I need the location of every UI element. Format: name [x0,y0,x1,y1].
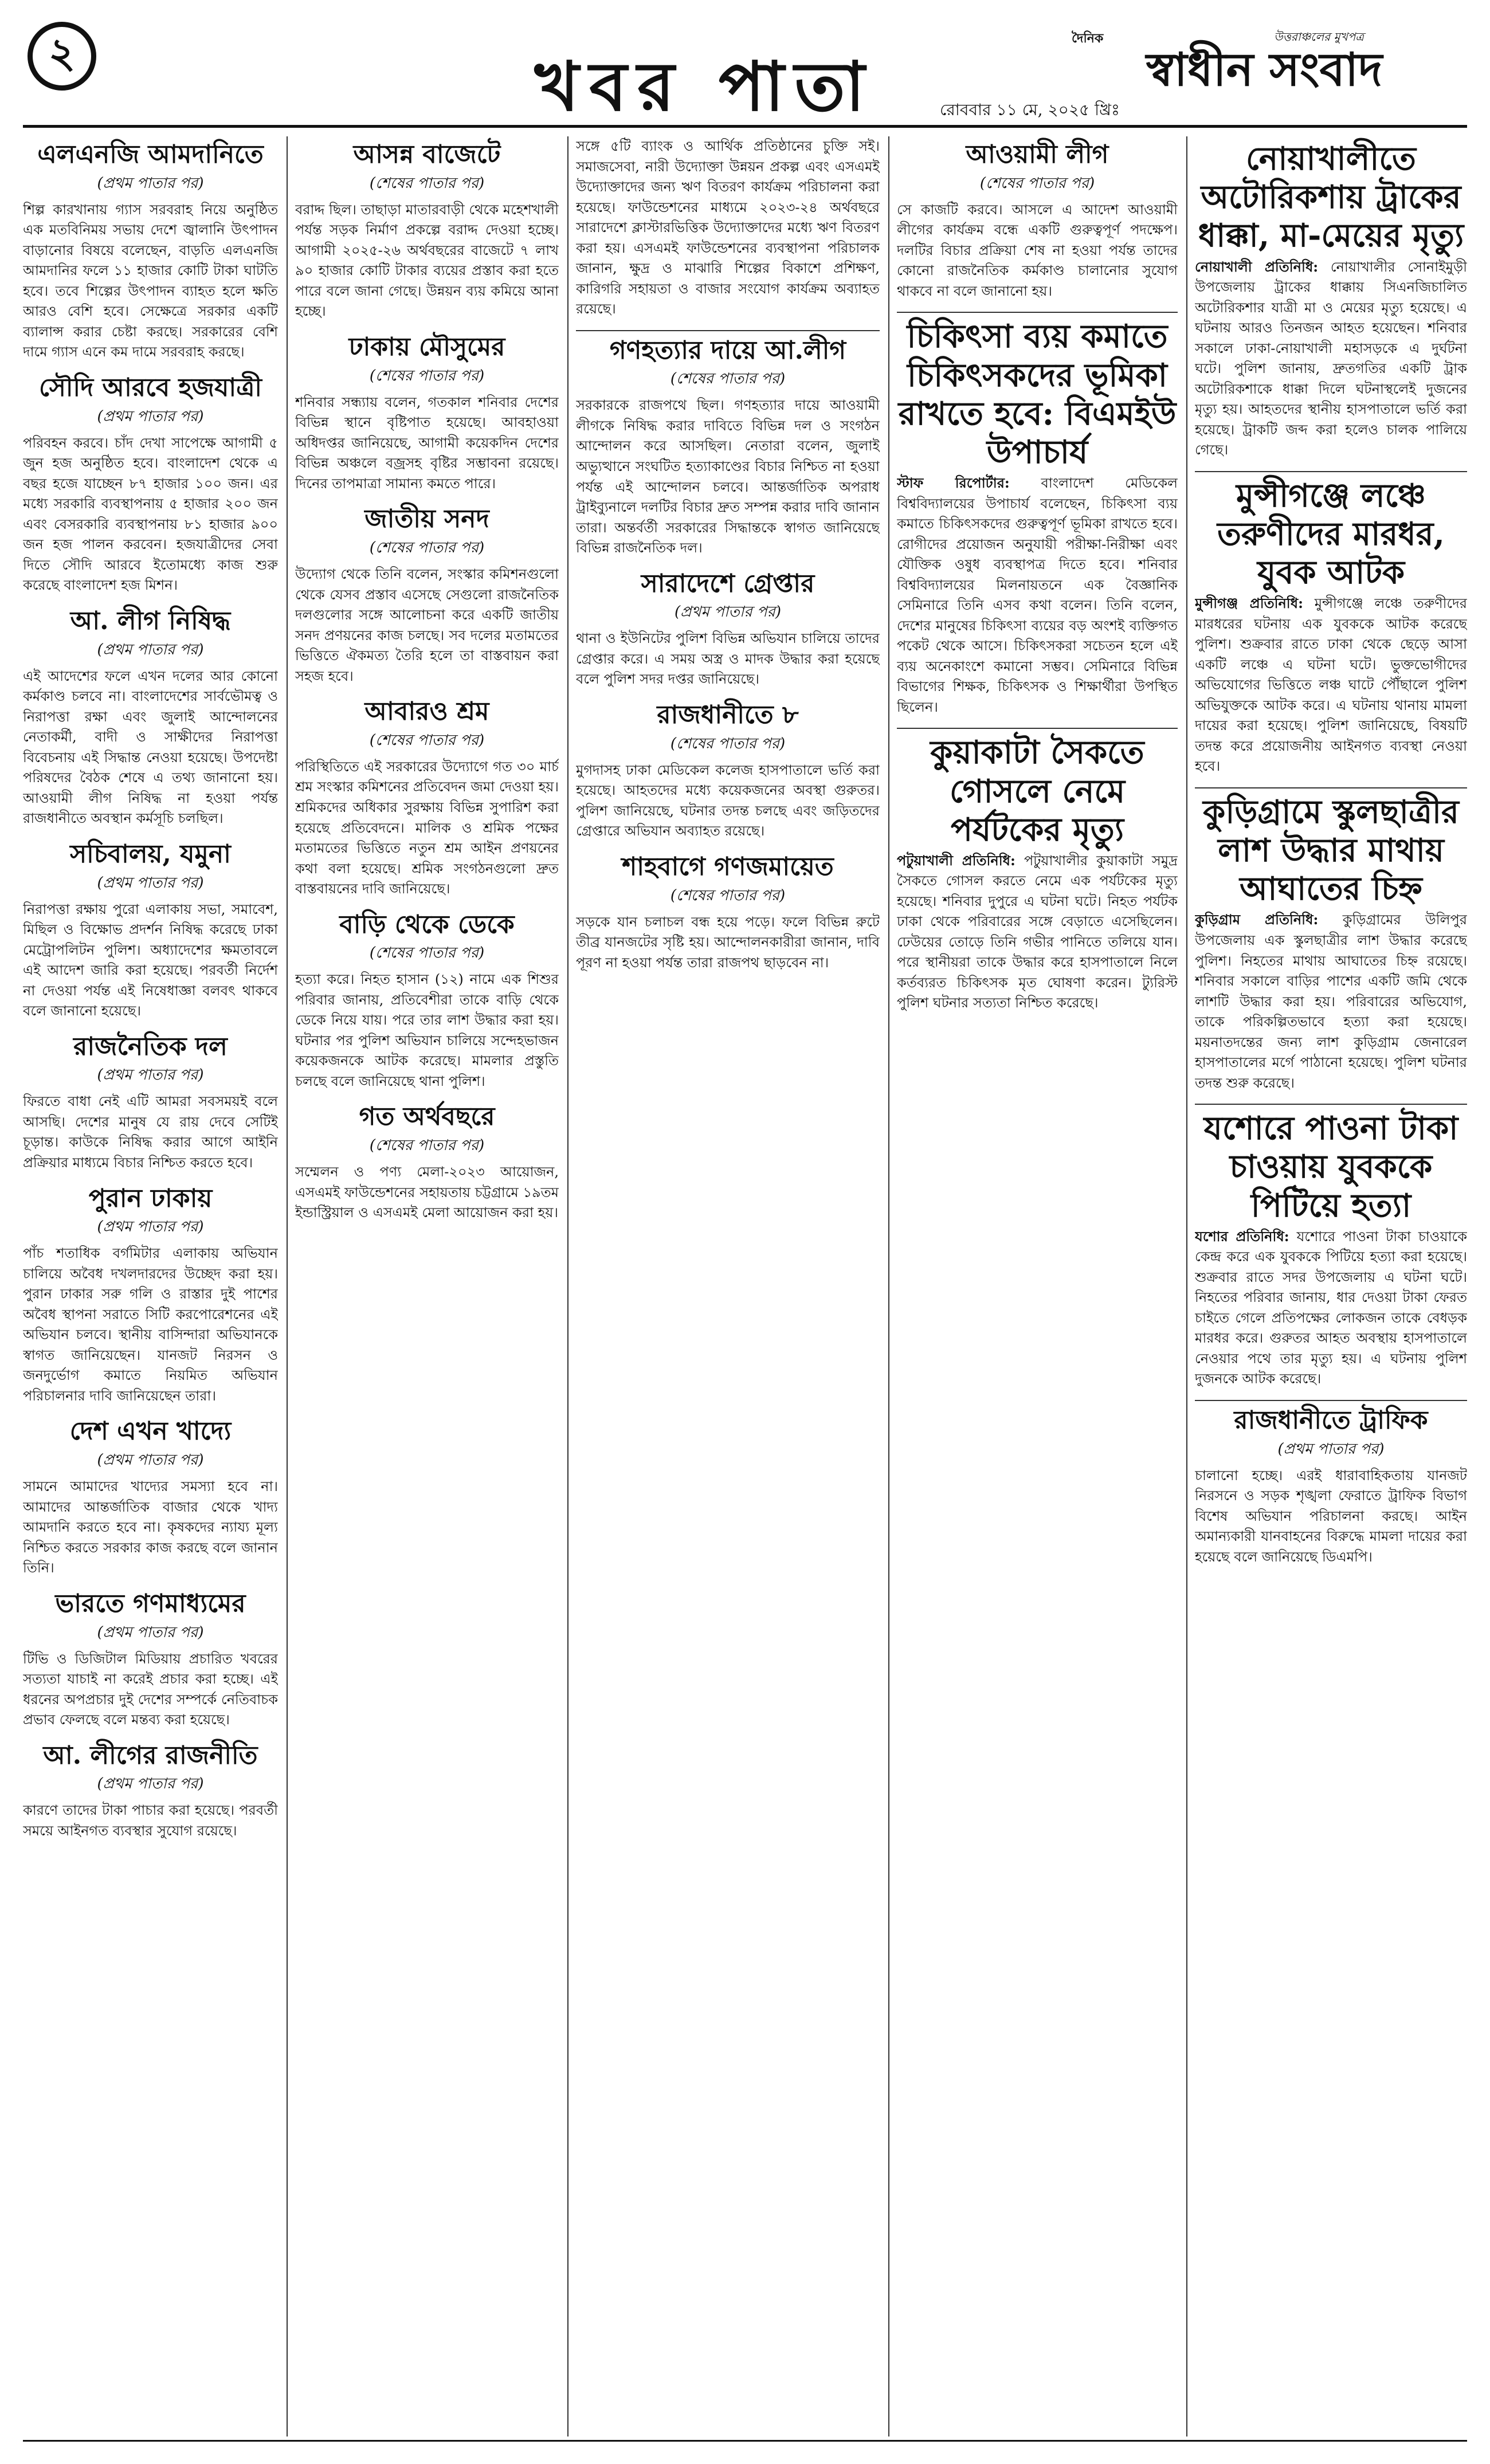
article-body: মুন্সীগঞ্জে লঞ্চে তরুণীদের মারধরের ঘটনায় এক যুবককে আটক করেছে পুলিশ। শুক্রবার রাতে ঢাকা থেকে ছেড়ে আসা একটি লঞ্চে এ ঘটনা ঘটে। ভুক্তভোগীদের অভিযোগের ভিত্তিতে লঞ্চ ঘাটে পৌঁছালে পুলিশ অভিযুক্তকে আটক করে। এ ঘটনায় থানায় মামলা দায়ের করা হয়েছে। পুলিশ জানিয়েছে, বিষয়টি তদন্ত করে প্রয়োজনীয় আইনগত ব্যবস্থা নেওয়া হবে। [1195,595,1467,775]
headline: কুড়িগ্রামে স্কুলছাত্রীর লাশ উদ্ধার মাথায় আঘাতের চিহ্ন [1203,792,1459,908]
article-dhaka-season [295,332,559,494]
headline: যশোরে পাওনা টাকা চাওয়ায় যুবককে পিটিয়ে হত্যা [1203,1109,1458,1225]
masthead-daily-label: দৈনিক [1072,31,1104,46]
headline: গণহত্যার দায়ে আ.লীগ [609,335,846,365]
article-home [295,910,559,1092]
article-body: যশোরে পাওনা টাকা চাওয়াকে কেন্দ্র করে এক যুবককে পিটিয়ে হত্যা করা হয়েছে। শুক্রবার রাতে সদর উপজেলায় এ ঘটনা ঘটে। নিহতের পরিবার জানায়, ধার দেওয়া টাকা ফেরত চাইতে গেলে প্রতিপক্ষের লোকজন তাকে বেধড়ক মারধর করে। গুরুতর আহত অবস্থায় হাসপাতালে নেওয়ার পথে তার মৃত্যু হয়। এ ঘটনায় পুলিশ দুজনকে আটক করেছে। [1195,1228,1467,1387]
headline: আ. লীগ নিষিদ্ধ [70,606,231,635]
header-rule [23,125,1467,128]
article-body: বাংলাদেশ মেডিকেল বিশ্ববিদ্যালয়ের উপাচার্য বলেছেন, চিকিৎসা ব্যয় কমাতে চিকিৎসকদের গুরুত্বপূর্ণ ভূমিকা রাখতে হবে। রোগীদের প্রয়োজন অনুযায়ী পরীক্ষা-নিরীক্ষা এবং যৌক্তিক ওষুধ ব্যবস্থাপত্র দিতে হবে। শনিবার বিশ্ববিদ্যালয়ের মিলনায়তনে এক বৈজ্ঞানিক সেমিনারে তিনি এসব কথা বলেন। তিনি বলেন, দেশের মানুষের চিকিৎসা ব্যয়ের বড় অংশই ব্যক্তিগত পকেট থেকে আসে। চিকিৎসকরা সচেতন হলে এই ব্যয় অনেকাংশে কমানো সম্ভব। সেমিনারে বিভিন্ন বিভাগের শিক্ষক, চিকিৎসক ও শিক্ষার্থীরা উপস্থিত ছিলেন। [897,475,1178,715]
byline: পটুয়াখালী প্রতিনিধি: [897,852,1015,869]
column-1 [23,136,278,2436]
article-body: শিল্প কারখানায় গ্যাস সরবরাহ নিয়ে অনুষ্ঠিত এক মতবিনিময় সভায় দেশে জ্বালানি উৎপাদন বাড়ানোর বিষয়ে বলেছেন, বাড়তি এলএনজি আমদানির ফলে ১১ হাজার কোটি টাকা ঘাটতি হবে। তবে শিল্পের উৎপাদন ব্যাহত হলে ক্ষতি আরও বেশি হবে। সেক্ষেত্রে সরকার একটি ব্যালান্স করার চেষ্টা করছে। সরকারের বেশি দামে গ্যাস এনে কম দামে সরবরাহ করছে। [23,201,278,360]
continuation-note: (শেষের পাতার পর) [369,731,485,749]
article-traffic [1195,1406,1467,1567]
column-separator [287,136,288,2436]
article-body: মুগদাসহ ঢাকা মেডিকেল কলেজ হাসপাতালে ভর্তি করা হয়েছে। আহতদের মধ্যে কয়েকজনের অবস্থা গুরুতর। পুলিশ জানিয়েছে, ঘটনার তদন্ত চলছে এবং জড়িতদের গ্রেপ্তারে অভিযান অব্যাহত রয়েছে। [576,762,880,839]
headline: আবারও শ্রম [364,697,489,727]
continuation-note: (প্রথম পাতার পর) [97,174,204,192]
article-saudi [23,373,278,596]
continuation-note: (প্রথম পাতার পর) [675,603,781,621]
article-body: ফিরতে বাধা নেই এটি আমরা সবসময়ই বলে আসছি। দেশের মানুষ যে রায় দেবে সেটিই চূড়ান্ত। কাউকে নিষিদ্ধ করার আগে আইনি প্রক্রিয়ার মাধ্যমে বিচার নিশ্চিত করতে হবে। [23,1093,278,1171]
article-body: পরিবহন করবে। চাঁদ দেখা সাপেক্ষে আগামী ৫ জুন হজ অনুষ্ঠিত হবে। বাংলাদেশ থেকে এ বছর হজে যাচ্ছেন ৮৭ হাজার ১০০ জন। এর মধ্যে সরকারি ব্যবস্থাপনায় ৫ হাজার ২০০ জন এবং বেসরকারি ব্যবস্থাপনায় ৮১ হাজার ৯০০ জন হজ পালন করবেন। হজযাত্রীদের সেবা দিতে সৌদি আরবে ইতোমধ্যে কাজ শুরু করেছে বাংলাদেশ হজ মিশন। [23,434,278,594]
article-al-politics [23,1741,278,1842]
article-democracy [576,336,880,559]
article-body: পটুয়াখালীর কুয়াকাটা সমুদ্র সৈকতে গোসল করতে নেমে এক পর্যটকের মৃত্যু হয়েছে। শনিবার দুপুরে এ ঘটনা ঘটে। নিহত পর্যটক ঢাকা থেকে পরিবারের সঙ্গে বেড়াতে এসেছিলেন। ঢেউয়ের তোড়ে তিনি গভীর পানিতে তলিয়ে যান। পরে স্থানীয়রা তাকে উদ্ধার করে হাসপাতালে নিলে কর্তব্যরত চিকিৎসক মৃত ঘোষণা করেন। ট্যুরিস্ট পুলিশ ঘটনার সত্যতা নিশ্চিত করেছে। [897,852,1178,1011]
masthead-tagline: উত্তরাঞ্চলের মুখপত্র [1274,30,1364,44]
column-separator [1186,136,1187,2436]
continuation-note: (শেষের পাতার পর) [670,370,786,388]
article-arrest [576,569,880,690]
article-body: সড়কে যান চলাচল বন্ধ হয়ে পড়ে। ফলে বিভিন্ন রুটে তীব্র যানজটের সৃষ্টি হয়। আন্দোলনকারীরা জানান, দাবি পূরণ না হওয়া পর্যন্ত তারা রাজপথ ছাড়বেন না। [576,913,880,971]
article-body: চালানো হচ্ছে। এরই ধারাবাহিকতায় যানজট নিরসনে ও সড়ক শৃঙ্খলা ফেরাতে ট্রাফিক বিভাগ বিশেষ অভিযান পরিচালনা করছে। আইন অমান্যকারী যানবাহনের বিরুদ্ধে মামলা দায়ের করা হয়েছে বলে জানিয়েছে ডিএমপি। [1195,1467,1467,1565]
headline: ঢাকায় মৌসুমের [348,332,505,362]
headline: শাহবাগে গণজমায়েত [622,852,834,881]
headline: আওয়ামী লীগ [966,140,1109,169]
headline: পুরান ঢাকায় [88,1183,213,1213]
byline: যশোর প্রতিনিধি: [1195,1227,1289,1245]
headline: আ. লীগের রাজনীতি [43,1740,258,1770]
article-budget [295,140,559,322]
continuation-note: (শেষের পাতার পর) [670,735,786,752]
article-lng [23,140,278,363]
continuation-note: (শেষের পাতার পর) [369,539,485,557]
article-body: হত্যা করে। নিহত হাসান (১২) নামে এক শিশুর পরিবার জানায়, প্রতিবেশীরা তাকে বাড়ি থেকে ডেকে নিয়ে যায়। পরে তার লাশ উদ্ধার করা হয়। ঘটনার পর পুলিশ অভিযান চালিয়ে সন্দেহভাজন কয়েকজনকে আটক করেছে। মামলার প্রস্তুতি চলছে বলে জানিয়েছে থানা পুলিশ। [295,971,559,1089]
continuation-note: (প্রথম পাতার পর) [97,1623,204,1641]
page-number-badge: ২ [28,22,96,91]
divider [1195,787,1467,788]
divider [1195,1104,1467,1105]
article-body: নিরাপত্তা রক্ষায় পুরো এলাকায় সভা, সমাবেশ, মিছিল ও বিক্ষোভ প্রদর্শন নিষিদ্ধ করেছে ঢাকা মেট্রোপলিটন পুলিশ। অধ্যাদেশের ক্ষমতাবলে এই আদেশ জারি করা হয়েছে। পরবর্তী নির্দেশ না দেওয়া পর্যন্ত এই নিষেধাজ্ঞা বলবৎ থাকবে বলে জানানো হয়েছে। [23,901,278,1019]
continuation-note: (শেষের পাতার পর) [369,1137,485,1155]
headline: নোয়াখালীতে অটোরিকশায় ট্রাকের ধাক্কা, মা-মেয়ের মৃত্যু [1198,140,1464,255]
column-3 [576,136,880,2436]
article-body: এই আদেশের ফলে এখন দলের আর কোনো কর্মকাণ্ড চলবে না। বাংলাদেশের সার্বভৌমত্ব ও নিরাপত্তা রক্ষা এবং জুলাই আন্দোলনের নেতাকর্মী, বাদী ও সাক্ষীদের নিরাপত্তা বিবেচনায় এই সিদ্ধান্ত নেওয়া হয়েছে। উপদেষ্টা পরিষদের বৈঠক শেষে এ তথ্য জানানো হয়। আওয়ামী লীগ নিষিদ্ধ না হওয়া পর্যন্ত রাজধানীতে অবস্থান কর্মসূচি চলছিল। [23,668,278,827]
column-separator [888,136,889,2436]
article-body: কারণে তাদের টাকা পাচার করা হয়েছে। পরবর্তী সময়ে আইনগত ব্যবস্থার সুযোগ রয়েছে। [23,1802,278,1839]
article-shahbag [576,852,880,973]
column-separator [567,136,568,2436]
article-noakhali [1195,140,1467,461]
divider [897,312,1178,313]
article-body: সঙ্গে ৫টি ব্যাংক ও আর্থিক প্রতিষ্ঠানের চুক্তি সই। সমাজসেবা, নারী উদ্যোক্তা উন্নয়ন প্রকল্প এবং এসএমই উদ্যোক্তাদের জন্য ঋণ বিতরণ কার্যক্রম পরিচালনা করা হয়েছে। ফাউন্ডেশনের মাধ্যমে ২০২৩-২৪ অর্থবছরে সারাদেশে ক্লাস্টারভিত্তিক উদ্যোক্তাদের মধ্যে ঋণ বিতরণ করা হয়। এসএমই ফাউন্ডেশনের ব্যবস্থাপনা পরিচালক জানান, ক্ষুদ্র ও মাঝারি শিল্পের বিকাশে প্রশিক্ষণ, কারিগরি সহায়তা ও বাজার সংযোগ কার্যক্রম অব্যাহত রয়েছে। [576,138,880,317]
headline: রাজধানীতে ৮ [657,700,799,729]
article-politics [23,1032,278,1174]
headline: আসন্ন বাজেটে [353,140,501,169]
headline: সারাদেশে গ্রেপ্তার [641,568,815,598]
column-4 [897,136,1178,2436]
byline: স্টাফ রিপোর্টার: [897,474,1010,492]
continuation-note: (প্রথম পাতার পর) [97,874,204,892]
article-secretariat [23,839,278,1022]
continuation-note: (প্রথম পাতার পর) [1277,1440,1385,1458]
headline: জাতীয় সনদ [364,504,489,534]
headline: এলএনজি আমদানিতে [37,140,264,169]
headline: রাজনৈতিক দল [73,1031,228,1061]
byline: মুন্সীগঞ্জ প্রতিনিধি: [1195,595,1303,612]
article-bsmmu [897,317,1178,717]
divider [1195,1400,1467,1401]
continuation-note: (শেষের পাতার পর) [369,944,485,962]
headline: কুয়াকাটা সৈকতে গোসলে নেমে পর্যটকের মৃত্যু [930,733,1144,849]
article-body: সরকারকে রাজপথে ছিল। গণহত্যার দায়ে আওয়ামী লীগকে নিষিদ্ধ করার দাবিতে বিভিন্ন দল ও সংগঠন আন্দোলন করে আসছিল। নেতারা বলেন, জুলাই অভ্যুত্থানে সংঘটিত হত্যাকাণ্ডের বিচার নিশ্চিত না হওয়া পর্যন্ত এই আন্দোলন চলবে। আন্তর্জাতিক অপরাধ ট্রাইব্যুনালে দলটির বিচার দ্রুত সম্পন্ন করার দাবি জানান তারা। অন্তর্বর্তী সরকারের সিদ্ধান্তকে স্বাগত জানিয়েছে বিভিন্ন রাজনৈতিক দল। [576,397,880,556]
article-jessore [1195,1109,1467,1390]
byline: নোয়াখালী প্রতিনিধি: [1195,258,1319,275]
continuation-note: (প্রথম পাতার পর) [97,1066,204,1084]
article-body: সম্মেলন ও পণ্য মেলা-২০২৩ আয়োজন, এসএমই ফাউন্ডেশনের সহায়তায় চট্টগ্রামে ১৯তম ইন্ডাস্ট্রিয়াল ও এসএমই মেলা আয়োজন করা হয়। [295,1164,559,1221]
continuation-note: (শেষের পাতার পর) [369,174,485,192]
article-body: সামনে আমাদের খাদ্যের সমস্যা হবে না। আমাদের আন্তর্জাতিক বাজার থেকে খাদ্য আমদানি করতে হবে না। কৃষকদের ন্যায্য মূল্য নিশ্চিত করতে সরকার কাজ করছে বলে জানান তিনি। [23,1478,278,1576]
article-body: বরাদ্দ ছিল। তাছাড়া মাতারবাড়ী থেকে মহেশখালী পর্যন্ত সড়ক নির্মাণ প্রকল্পে বরাদ্দ দেওয়া হচ্ছে। আগামী ২০২৫-২৬ অর্থবছরের বাজেটে ৭ লাখ ৯০ হাজার কোটি টাকার ব্যয়ের প্রস্তাব করা হতে পারে বলে জানা গেছে। উন্নয়ন ব্যয় কমিয়ে আনা হচ্ছে। [295,201,559,320]
article-al-ban [23,606,278,829]
continuation-note: (প্রথম পাতার পর) [97,1451,204,1469]
article-body: সে কাজটি করবে। আসলে এ আদেশ আওয়ামী লীগের কার্যক্রম বন্ধে একটি গুরুত্বপূর্ণ পদক্ষেপ। দলটির বিচার প্রক্রিয়া শেষ না হওয়া পর্যন্ত তাদের কোনো রাজনৈতিক কর্মকাণ্ড চালানোর সুযোগ থাকবে না বলে জানানো হয়। [897,201,1178,299]
headline: সচিবালয়, যমুনা [70,839,231,869]
article-body: থানা ও ইউনিটের পুলিশ বিভিন্ন অভিযান চালিয়ে তাদের গ্রেপ্তার করে। এ সময় অস্ত্র ও মাদক উদ্ধার করা হয়েছে বলে পুলিশ সদর দপ্তর জানিয়েছে। [576,630,880,688]
headline: বাড়ি থেকে ডেকে [339,909,515,939]
headline: রাজধানীতে ট্রাফিক [1234,1405,1428,1435]
article-body: শনিবার সন্ধ্যায় বলেন, গতকাল শনিবার দেশের বিভিন্ন স্থানে বৃষ্টিপাত হয়েছে। আবহাওয়া অধিদপ্তর জানিয়েছে, আগামী কয়েকদিন দেশের বিভিন্ন অঞ্চলে বজ্রসহ বৃষ্টির সম্ভাবনা রয়েছে। দিনের তাপমাত্রা সামান্য কমতে পারে। [295,394,559,492]
article-munshiganj [1195,477,1467,777]
byline: কুড়িগ্রাম প্রতিনিধি: [1195,911,1319,928]
headline: ভারতে গণমাধ্যমের [55,1588,246,1618]
date-line: রোববার ১১ মে, ২০২৫ খ্রিঃ [940,100,1120,119]
continuation-note: (প্রথম পাতার পর) [97,641,204,658]
headline: মুন্সীগঞ্জে লঞ্চে তরুণীদের মারধর, যুবক আটক [1217,476,1445,592]
article-food [23,1417,278,1578]
article-kuakata [897,733,1178,1014]
divider [897,728,1178,729]
divider [1195,471,1467,472]
continuation-note: (শেষের পাতার পর) [670,886,786,904]
article-old-dhaka [23,1184,278,1407]
masthead-name: স্বাধীন সংবাদ [1146,42,1383,96]
article-kurigram [1195,793,1467,1093]
article-body: নোয়াখালীর সোনাইমুড়ী উপজেলায় ট্রাকের ধাক্কায় সিএনজিচালিত অটোরিকশার যাত্রী মা ও মেয়ের মৃত্যু হয়েছে। এ ঘটনায় আরও তিনজন আহত হয়েছেন। শনিবার সকালে ঢাকা-নোয়াখালী মহাসড়কে এ দুর্ঘটনা ঘটে। পুলিশ জানায়, দ্রুতগতির একটি ট্রাক অটোরিকশাকে ধাক্কা দিলে ঘটনাস্থলেই দুজনের মৃত্যু হয়। আহতদের স্থানীয় হাসপাতালে ভর্তি করা হয়েছে। ট্রাকটি জব্দ করা হলেও চালক পালিয়ে গেছে। [1195,258,1467,458]
article-labour [295,697,559,899]
continuation-note: (শেষের পাতার পর) [369,367,485,384]
column-2 [295,136,559,2436]
continuation-note: (শেষের পাতার পর) [979,174,1095,192]
article-politics8 [576,700,880,842]
article-sme [576,136,880,320]
continuation-note: (প্রথম পাতার পর) [97,1775,204,1793]
article-last-year [295,1102,559,1223]
headline: গত অর্থবছরে [359,1102,495,1132]
article-body: পাঁচ শতাধিক বর্গমিটার এলাকায় অভিযান চালিয়ে অবৈধ দখলদারদের উচ্ছেদ করা হয়। পুরান ঢাকার সরু গলি ও রাস্তার দুই পাশের অবৈধ স্থাপনা সরাতে সিটি করপোরেশনের এই অভিযান চলবে। স্থানীয় বাসিন্দারা অভিযানকে স্বাগত জানিয়েছেন। যানজট নিরসন ও জনদুর্ভোগ কমাতে নিয়মিত অভিযান পরিচালনার দাবি জানিয়েছেন তারা। [23,1245,278,1404]
article-body: পরিস্থিতিতে এই সরকারের উদ্যোগে গত ৩০ মার্চ শ্রম সংস্কার কমিশনের প্রতিবেদন জমা দেওয়া হয়। শ্রমিকদের অধিকার সুরক্ষায় বিভিন্ন সুপারিশ করা হয়েছে প্রতিবেদনে। মালিক ও শ্রমিক পক্ষের মতামতের ভিত্তিতে নতুন শ্রম আইন প্রণয়নের কথা বলা হয়েছে। শ্রমিক সংগঠনগুলো দ্রুত বাস্তবায়নের দাবি জানিয়েছে। [295,758,559,897]
article-body: টিভি ও ডিজিটাল মিডিয়ায় প্রচারিত খবরের সত্যতা যাচাই না করেই প্রচার করা হচ্ছে। এই ধরনের অপপ্রচার দুই দেশের সম্পর্কে নেতিবাচক প্রভাব ফেলছে বলে মন্তব্য করা হয়েছে। [23,1650,278,1728]
article-body: উদ্যোগ থেকে তিনি বলেন, সংস্কার কমিশনগুলো থেকে যেসব প্রস্তাব এসেছে সেগুলো রাজনৈতিক দলগুলোর সঙ্গে আলোচনা করে একটি জাতীয় সনদ প্রণয়নের কাজ চলছে। সব দলের মতামতের ভিত্তিতে ঐকমত্য তৈরি হলে তা বাস্তবায়ন করা সহজ হবে। [295,566,559,684]
section-title: খবর পাতা [534,46,876,126]
article-nid [295,504,559,686]
continuation-note: (প্রথম পাতার পর) [97,1218,204,1236]
column-5 [1195,136,1467,2436]
article-india-media [23,1589,278,1731]
headline: সৌদি আরবে হজযাত্রী [38,372,262,402]
divider [576,330,880,331]
article-body: কুড়িগ্রামের উলিপুর উপজেলায় এক স্কুলছাত্রীর লাশ উদ্ধার করেছে পুলিশ। নিহতের মাথায় আঘাতের চিহ্ন রয়েছে। শনিবার সকালে বাড়ির পাশের একটি জমি থেকে লাশটি উদ্ধার করা হয়। পরিবারের অভিযোগ, তাকে পরিকল্পিতভাবে হত্যা করা হয়েছে। ময়নাতদন্তের জন্য লাশ কুড়িগ্রাম জেনারেল হাসপাতালের মর্গে পাঠানো হয়েছে। পুলিশ ঘটনার তদন্ত শুরু করেছে। [1195,912,1467,1091]
article-awami [897,140,1178,301]
headline: চিকিৎসা ব্যয় কমাতে চিকিৎসকদের ভূমিকা রাখতে হবে: বিএমইউ উপাচার্য [898,317,1177,471]
continuation-note: (প্রথম পাতার পর) [97,407,204,425]
footer-rule [23,2440,1467,2442]
headline: দেশ এখন খাদ্যে [69,1417,232,1446]
